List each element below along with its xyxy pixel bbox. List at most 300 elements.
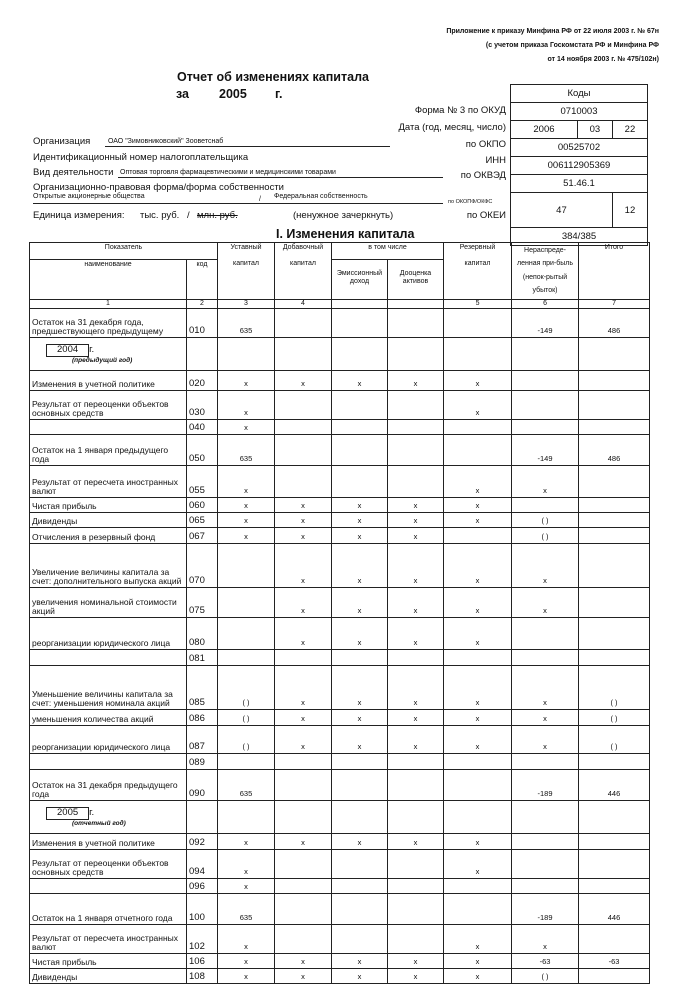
- row-value: [512, 391, 579, 420]
- row-value: x: [332, 371, 388, 391]
- row-value: [444, 420, 512, 435]
- row-name: Остаток на 1 января предыдущего года: [30, 435, 187, 466]
- row-value: [512, 834, 579, 850]
- row-value: [512, 754, 579, 770]
- row-value: x: [444, 466, 512, 498]
- row-value: [444, 754, 512, 770]
- row-value: [388, 420, 444, 435]
- row-value: [579, 618, 650, 650]
- row-value: ( ): [512, 528, 579, 544]
- row-code: 067: [187, 528, 218, 544]
- row-value: x: [218, 466, 275, 498]
- row-value: 446: [579, 770, 650, 801]
- row-value: x: [332, 954, 388, 969]
- row-name: Чистая прибыль: [30, 498, 187, 513]
- row-value: [275, 309, 332, 338]
- table-row: [30, 466, 650, 498]
- row-value: 486: [579, 435, 650, 466]
- row-value: [218, 588, 275, 618]
- table-row: [30, 925, 650, 954]
- row-value: [579, 498, 650, 513]
- row-value: [512, 618, 579, 650]
- row-value: [579, 466, 650, 498]
- colnum: 5: [444, 300, 512, 309]
- row-value: x: [512, 544, 579, 588]
- row-value: ( ): [579, 710, 650, 726]
- row-name: реорганизации юридического лица: [30, 618, 187, 650]
- year-note: (отчетный год): [72, 819, 126, 827]
- row-name: Чистая прибыль: [30, 954, 187, 969]
- row-value: [332, 391, 388, 420]
- row-name: [30, 754, 187, 770]
- header-revaluation: Дооценка активов: [388, 260, 444, 300]
- row-value: [579, 754, 650, 770]
- table-row: [30, 513, 650, 528]
- row-value: [388, 391, 444, 420]
- table-row: [30, 879, 650, 894]
- row-value: -149: [512, 309, 579, 338]
- row-value: [388, 770, 444, 801]
- row-value: [388, 435, 444, 466]
- colnum: [388, 300, 444, 309]
- row-name: [30, 420, 187, 435]
- row-value: -149: [512, 435, 579, 466]
- table-row: [30, 435, 650, 466]
- row-value: x: [444, 969, 512, 984]
- row-value: [579, 588, 650, 618]
- row-value: x: [218, 528, 275, 544]
- activity-label: Вид деятельности: [33, 167, 114, 178]
- row-value: [579, 801, 650, 834]
- row-value: [332, 466, 388, 498]
- row-value: x: [388, 710, 444, 726]
- row-value: x: [332, 588, 388, 618]
- row-code: 070: [187, 544, 218, 588]
- okpo-code: 00525702: [511, 139, 648, 157]
- okopf-label: по ОКОПФ/ОКФС: [448, 199, 493, 205]
- row-value: [388, 754, 444, 770]
- row-value: x: [388, 834, 444, 850]
- row-value: x: [388, 371, 444, 391]
- unit-thousand: тыс. руб.: [140, 210, 180, 221]
- table-row: [30, 710, 650, 726]
- row-value: -189: [512, 770, 579, 801]
- table-row: [30, 754, 650, 770]
- row-value: x: [444, 666, 512, 710]
- org-value: ОАО "Зимовниковский" Зооветснаб: [108, 138, 224, 145]
- row-value: 486: [579, 309, 650, 338]
- date-month: 03: [577, 121, 612, 139]
- table-row: [30, 544, 650, 588]
- row-value: [275, 879, 332, 894]
- row-value: [332, 650, 388, 666]
- year-note: (предыдущий год): [72, 356, 133, 364]
- year-box: 2004: [46, 344, 89, 357]
- row-code: 089: [187, 754, 218, 770]
- row-name: увеличения номинальной стоимости акций: [30, 588, 187, 618]
- okei-code: 384/385: [511, 228, 648, 246]
- org-label: Организация: [33, 136, 91, 147]
- row-value: ( ): [218, 726, 275, 754]
- header-including: в том числе: [332, 243, 444, 260]
- row-value: [218, 544, 275, 588]
- row-value: [579, 513, 650, 528]
- row-value: x: [444, 834, 512, 850]
- row-value: x: [218, 879, 275, 894]
- table-row: [30, 420, 650, 435]
- row-value: [275, 925, 332, 954]
- row-value: [388, 850, 444, 879]
- codes-header: Коды: [511, 85, 648, 103]
- row-value: [579, 850, 650, 879]
- row-value: x: [388, 498, 444, 513]
- row-value: x: [332, 726, 388, 754]
- row-value: x: [275, 544, 332, 588]
- row-value: [388, 879, 444, 894]
- row-value: [275, 420, 332, 435]
- row-value: [332, 925, 388, 954]
- row-value: [579, 528, 650, 544]
- date-year: 2006: [511, 121, 578, 139]
- row-name: Остаток на 31 декабря предыдущего года: [30, 770, 187, 801]
- row-value: x: [444, 588, 512, 618]
- codes-box: [510, 84, 648, 246]
- row-value: [579, 544, 650, 588]
- row-value: [332, 420, 388, 435]
- row-name: Результат от переоценки объектов основных средств: [30, 391, 187, 420]
- row-value: [512, 801, 579, 834]
- row-value: [388, 650, 444, 666]
- period-suffix: г.: [275, 87, 283, 101]
- row-name: Остаток на 1 января отчетного года: [30, 894, 187, 925]
- row-code: 080: [187, 618, 218, 650]
- row-value: x: [275, 726, 332, 754]
- table-row: [30, 309, 650, 338]
- row-value: x: [275, 588, 332, 618]
- row-value: [332, 879, 388, 894]
- row-value: ( ): [218, 666, 275, 710]
- row-value: x: [388, 513, 444, 528]
- row-code: 108: [187, 969, 218, 984]
- inn-code-label: ИНН: [485, 155, 506, 166]
- row-value: [218, 801, 275, 834]
- row-value: ( ): [579, 666, 650, 710]
- row-value: [579, 371, 650, 391]
- row-value: [444, 770, 512, 801]
- row-value: [444, 650, 512, 666]
- row-value: [275, 650, 332, 666]
- column-numbers-row: [30, 300, 650, 309]
- row-value: ( ): [512, 513, 579, 528]
- row-value: x: [388, 969, 444, 984]
- row-value: [579, 650, 650, 666]
- table-row: [30, 954, 650, 969]
- colnum: 2: [187, 300, 218, 309]
- okved-code: 51.46.1: [511, 175, 648, 193]
- capital-changes-table: [29, 242, 650, 984]
- row-value: x: [332, 498, 388, 513]
- row-value: [332, 435, 388, 466]
- header-total: Итого: [579, 243, 650, 300]
- row-value: [579, 391, 650, 420]
- row-value: [218, 338, 275, 371]
- row-value: [512, 850, 579, 879]
- row-value: [332, 801, 388, 834]
- row-name: Отчисления в резервный фонд: [30, 528, 187, 544]
- unit-million: млн. руб.: [197, 210, 238, 221]
- row-value: x: [275, 371, 332, 391]
- row-name: Увеличение величины капитала за счет: дополнительного выпуска акций: [30, 544, 187, 588]
- table-row: [30, 528, 650, 544]
- row-value: [512, 420, 579, 435]
- row-value: x: [444, 925, 512, 954]
- unit-label: Единица измерения:: [33, 210, 125, 221]
- activity-value: Оптовая торговля фармацевтическими и медицинскими товарами: [120, 169, 336, 176]
- row-value: x: [332, 618, 388, 650]
- row-value: x: [332, 544, 388, 588]
- row-value: [512, 498, 579, 513]
- row-value: [444, 528, 512, 544]
- legal-form-value: Открытые акционерные общества: [33, 193, 145, 200]
- row-value: x: [512, 925, 579, 954]
- row-code: 090: [187, 770, 218, 801]
- row-value: 635: [218, 894, 275, 925]
- year-box: 2005: [46, 807, 89, 820]
- row-value: ( ): [579, 726, 650, 754]
- row-code: 100: [187, 894, 218, 925]
- row-value: [512, 879, 579, 894]
- row-code: 075: [187, 588, 218, 618]
- row-value: [579, 969, 650, 984]
- row-value: 446: [579, 894, 650, 925]
- row-value: [444, 801, 512, 834]
- row-value: [512, 338, 579, 371]
- row-value: [579, 338, 650, 371]
- header-name: наименование: [30, 260, 187, 300]
- header-retained: Нераспреде-ленная при-быль (непок-рытый убыток): [512, 243, 579, 300]
- row-value: x: [512, 666, 579, 710]
- row-value: 635: [218, 770, 275, 801]
- row-name: Изменения в учетной политике: [30, 371, 187, 391]
- row-value: [579, 879, 650, 894]
- row-name: Уменьшение величины капитала за счет: уменьшения номинала акций: [30, 666, 187, 710]
- row-code: 030: [187, 391, 218, 420]
- form-label: Форма № 3 по ОКУД: [414, 105, 506, 116]
- row-value: x: [332, 528, 388, 544]
- row-value: [388, 466, 444, 498]
- row-value: x: [444, 710, 512, 726]
- row-value: x: [444, 850, 512, 879]
- date-day: 22: [612, 121, 647, 139]
- row-value: -63: [579, 954, 650, 969]
- row-value: x: [444, 371, 512, 391]
- row-value: [444, 338, 512, 371]
- row-name: Дивиденды: [30, 513, 187, 528]
- row-value: x: [512, 588, 579, 618]
- colnum: 7: [579, 300, 650, 309]
- row-code: 060: [187, 498, 218, 513]
- row-value: x: [332, 710, 388, 726]
- row-value: [388, 894, 444, 925]
- table-row: [30, 770, 650, 801]
- org-underline: [105, 146, 390, 147]
- row-value: [332, 850, 388, 879]
- row-value: x: [218, 925, 275, 954]
- row-value: x: [218, 391, 275, 420]
- row-name: [30, 879, 187, 894]
- period-prefix: за: [176, 87, 190, 101]
- form-code: 0710003: [511, 103, 648, 121]
- row-value: [332, 338, 388, 371]
- year-suffix: г.: [89, 806, 95, 818]
- table-row: [30, 618, 650, 650]
- table-row: [30, 894, 650, 925]
- row-code: 087: [187, 726, 218, 754]
- header-code: код: [187, 260, 218, 300]
- legal-form-sep: /: [259, 196, 261, 203]
- row-value: [332, 754, 388, 770]
- annex-line-1: Приложение к приказу Минфина РФ от 22 июля 2003 г. № 67н: [446, 28, 659, 35]
- row-value: x: [275, 969, 332, 984]
- row-code: 020: [187, 371, 218, 391]
- row-value: x: [512, 710, 579, 726]
- row-name: [30, 338, 187, 371]
- row-code: 055: [187, 466, 218, 498]
- row-value: x: [444, 618, 512, 650]
- row-value: [579, 925, 650, 954]
- row-value: x: [444, 513, 512, 528]
- row-value: [332, 309, 388, 338]
- table-row: [30, 588, 650, 618]
- row-value: [218, 650, 275, 666]
- row-code: 010: [187, 309, 218, 338]
- row-name: Изменения в учетной политике: [30, 834, 187, 850]
- table-row: [30, 801, 650, 834]
- row-code: 050: [187, 435, 218, 466]
- row-value: [275, 770, 332, 801]
- header-additional: Добавочный капитал: [275, 243, 332, 300]
- colnum: 1: [30, 300, 187, 309]
- okved-label: по ОКВЭД: [460, 170, 506, 181]
- colnum: 3: [218, 300, 275, 309]
- row-code: 040: [187, 420, 218, 435]
- unit-note: (ненужное зачеркнуть): [293, 210, 394, 221]
- row-value: [388, 309, 444, 338]
- row-code: 106: [187, 954, 218, 969]
- row-value: x: [275, 666, 332, 710]
- row-value: ( ): [512, 969, 579, 984]
- row-name: [30, 801, 187, 834]
- row-value: x: [444, 954, 512, 969]
- row-value: [579, 420, 650, 435]
- legal-form-label: Организационно-правовая форма/форма собственности: [33, 182, 284, 193]
- annex-line-3: от 14 ноября 2003 г. № 475/102н): [547, 56, 659, 63]
- row-value: 635: [218, 309, 275, 338]
- row-value: x: [218, 371, 275, 391]
- row-value: x: [218, 969, 275, 984]
- table-row: [30, 498, 650, 513]
- row-name: Результат от переоценки объектов основных средств: [30, 850, 187, 879]
- row-code: 065: [187, 513, 218, 528]
- row-value: x: [332, 834, 388, 850]
- row-value: x: [275, 513, 332, 528]
- row-value: [444, 879, 512, 894]
- row-code: 086: [187, 710, 218, 726]
- annex-line-2: (с учетом приказа Госкомстата РФ и Минфина РФ: [485, 42, 659, 49]
- header-charter: Уставный капитал: [218, 243, 275, 300]
- row-value: [275, 850, 332, 879]
- row-value: [275, 466, 332, 498]
- ownership-value: Федеральная собственность: [274, 193, 368, 200]
- row-value: x: [332, 513, 388, 528]
- row-value: [512, 371, 579, 391]
- row-value: -63: [512, 954, 579, 969]
- colnum: [332, 300, 388, 309]
- okopf-code: 47: [511, 193, 613, 228]
- table-row: [30, 371, 650, 391]
- table-row: [30, 391, 650, 420]
- table-row: [30, 650, 650, 666]
- row-value: [388, 925, 444, 954]
- period-year: 2005: [219, 87, 247, 101]
- row-name: [30, 650, 187, 666]
- row-code: [187, 801, 218, 834]
- row-value: x: [388, 588, 444, 618]
- row-value: x: [332, 969, 388, 984]
- okpo-label: по ОКПО: [465, 139, 506, 150]
- inn-label: Идентификационный номер налогоплательщика: [33, 152, 249, 163]
- row-value: [275, 801, 332, 834]
- row-value: x: [275, 528, 332, 544]
- row-value: x: [444, 544, 512, 588]
- row-value: x: [512, 726, 579, 754]
- row-value: [332, 770, 388, 801]
- row-value: [275, 754, 332, 770]
- row-value: x: [388, 528, 444, 544]
- row-value: x: [275, 954, 332, 969]
- row-code: 102: [187, 925, 218, 954]
- row-value: [579, 834, 650, 850]
- unit-sep: /: [187, 210, 190, 221]
- year-suffix: г.: [89, 343, 95, 355]
- table-row: [30, 969, 650, 984]
- row-value: x: [218, 420, 275, 435]
- table-row: [30, 726, 650, 754]
- row-value: x: [218, 850, 275, 879]
- colnum: 4: [275, 300, 332, 309]
- table-row: [30, 666, 650, 710]
- row-value: [388, 801, 444, 834]
- row-value: [332, 894, 388, 925]
- row-value: x: [275, 498, 332, 513]
- row-value: [275, 391, 332, 420]
- row-value: [388, 338, 444, 371]
- header-emission: Эмиссионный доход: [332, 260, 388, 300]
- row-name: Результат от пересчета иностранных валют: [30, 466, 187, 498]
- report-title: Отчет об изменениях капитала: [177, 70, 369, 84]
- row-value: [218, 754, 275, 770]
- row-value: x: [218, 834, 275, 850]
- row-value: x: [388, 954, 444, 969]
- row-value: x: [444, 391, 512, 420]
- row-value: x: [388, 726, 444, 754]
- row-code: 085: [187, 666, 218, 710]
- row-name: Дивиденды: [30, 969, 187, 984]
- row-value: x: [275, 834, 332, 850]
- row-value: ( ): [218, 710, 275, 726]
- row-value: x: [388, 618, 444, 650]
- row-value: -189: [512, 894, 579, 925]
